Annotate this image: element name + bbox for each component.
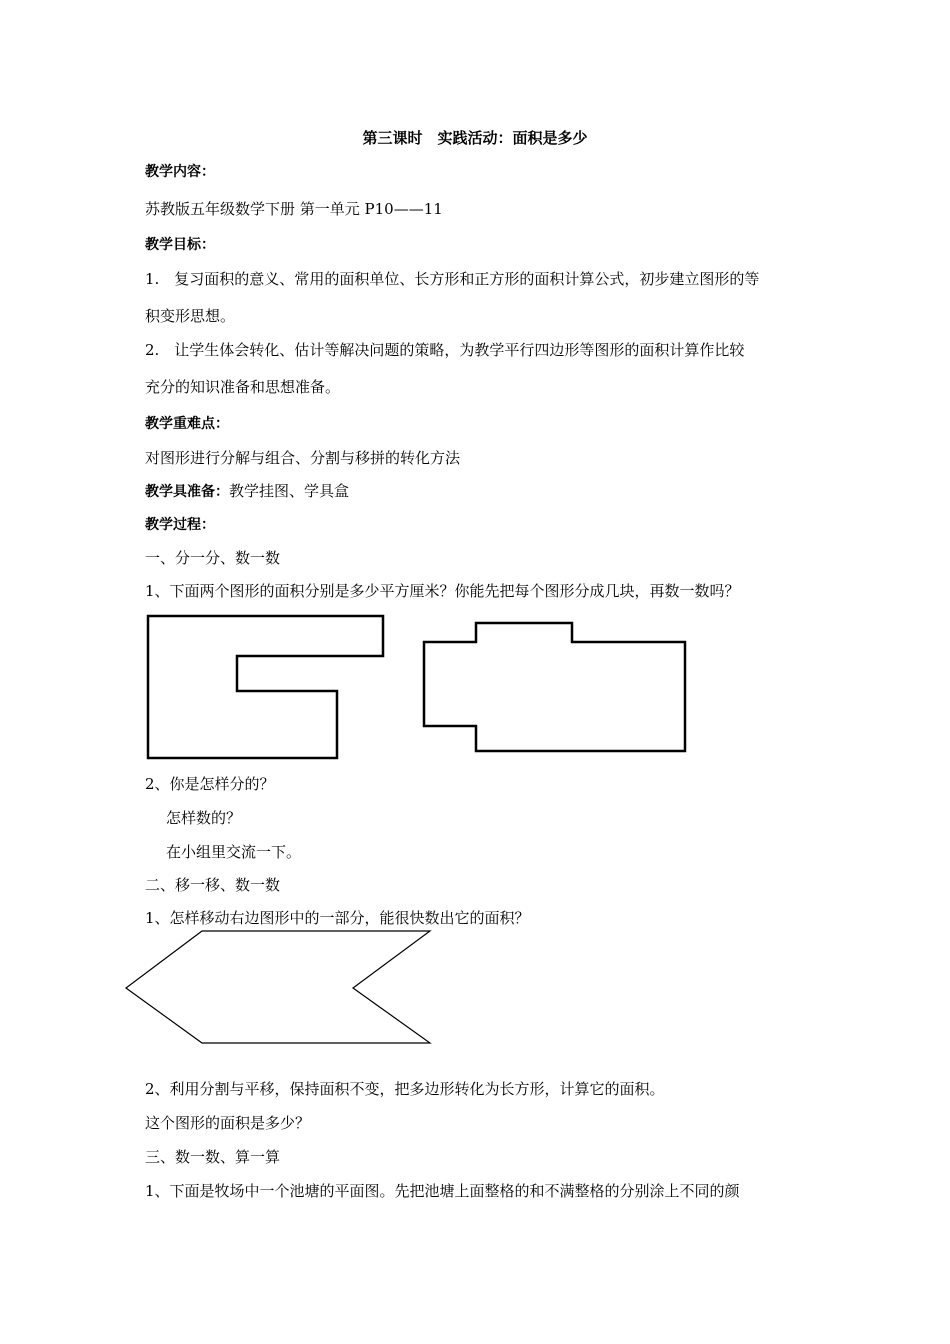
- goal-2-line-1: 2. 让学生体会转化、估计等解决问题的策略，为教学平行四边形等图形的面积计算作比较: [145, 341, 745, 359]
- key-label: 教学重难点：: [145, 416, 229, 432]
- page-title: 第三课时 实践活动：面积是多少: [362, 129, 588, 147]
- goal-1-line-2: 积变形思想。: [145, 307, 236, 325]
- arrow-shape-polygon: [126, 931, 430, 1043]
- process-label: 教学过程：: [145, 517, 215, 533]
- part-2-heading: 二、移一移、数一数: [145, 876, 281, 894]
- part-1-question-2c: 在小组里交流一下。: [166, 843, 302, 861]
- content-text: 苏教版五年级数学下册 第一单元 P10——11: [145, 200, 443, 218]
- content-label: 教学内容：: [145, 164, 215, 180]
- part-1-question-2: 2、你是怎样分的？: [145, 775, 275, 793]
- prep-label: 教学具准备：: [145, 484, 229, 500]
- part-3-heading: 三、数一数、算一算: [145, 1148, 281, 1166]
- part-2-question-3: 这个图形的面积是多少？: [145, 1114, 311, 1132]
- figure-right-polygon: [424, 623, 685, 751]
- part-1-heading: 一、分一分、数一数: [145, 549, 281, 567]
- figure-left-polygon: [148, 616, 383, 758]
- key-text: 对图形进行分解与组合、分割与移拼的转化方法: [145, 449, 461, 467]
- goal-1-line-1: 1. 复习面积的意义、常用的面积单位、长方形和正方形的面积计算公式，初步建立图形的等: [145, 270, 760, 288]
- prep-text: 教学挂图、学具盒: [229, 482, 350, 500]
- part-2-question-2: 2、利用分割与平移，保持面积不变，把多边形转化为长方形，计算它的面积。: [145, 1080, 665, 1098]
- goal-2-line-2: 充分的知识准备和思想准备。: [145, 378, 341, 396]
- part-1-question-2b: 怎样数的？: [166, 809, 242, 827]
- part-2-question-1: 1、怎样移动右边图形中的一部分，能很快数出它的面积？: [145, 909, 530, 927]
- part-3-question-1: 1、下面是牧场中一个池塘的平面图。先把池塘上面整格的和不满整格的分别涂上不同的颜: [145, 1182, 740, 1200]
- part-1-question-1: 1、下面两个图形的面积分别是多少平方厘米？你能先把每个图形分成几块，再数一数吗？: [145, 582, 740, 600]
- goals-label: 教学目标：: [145, 237, 215, 253]
